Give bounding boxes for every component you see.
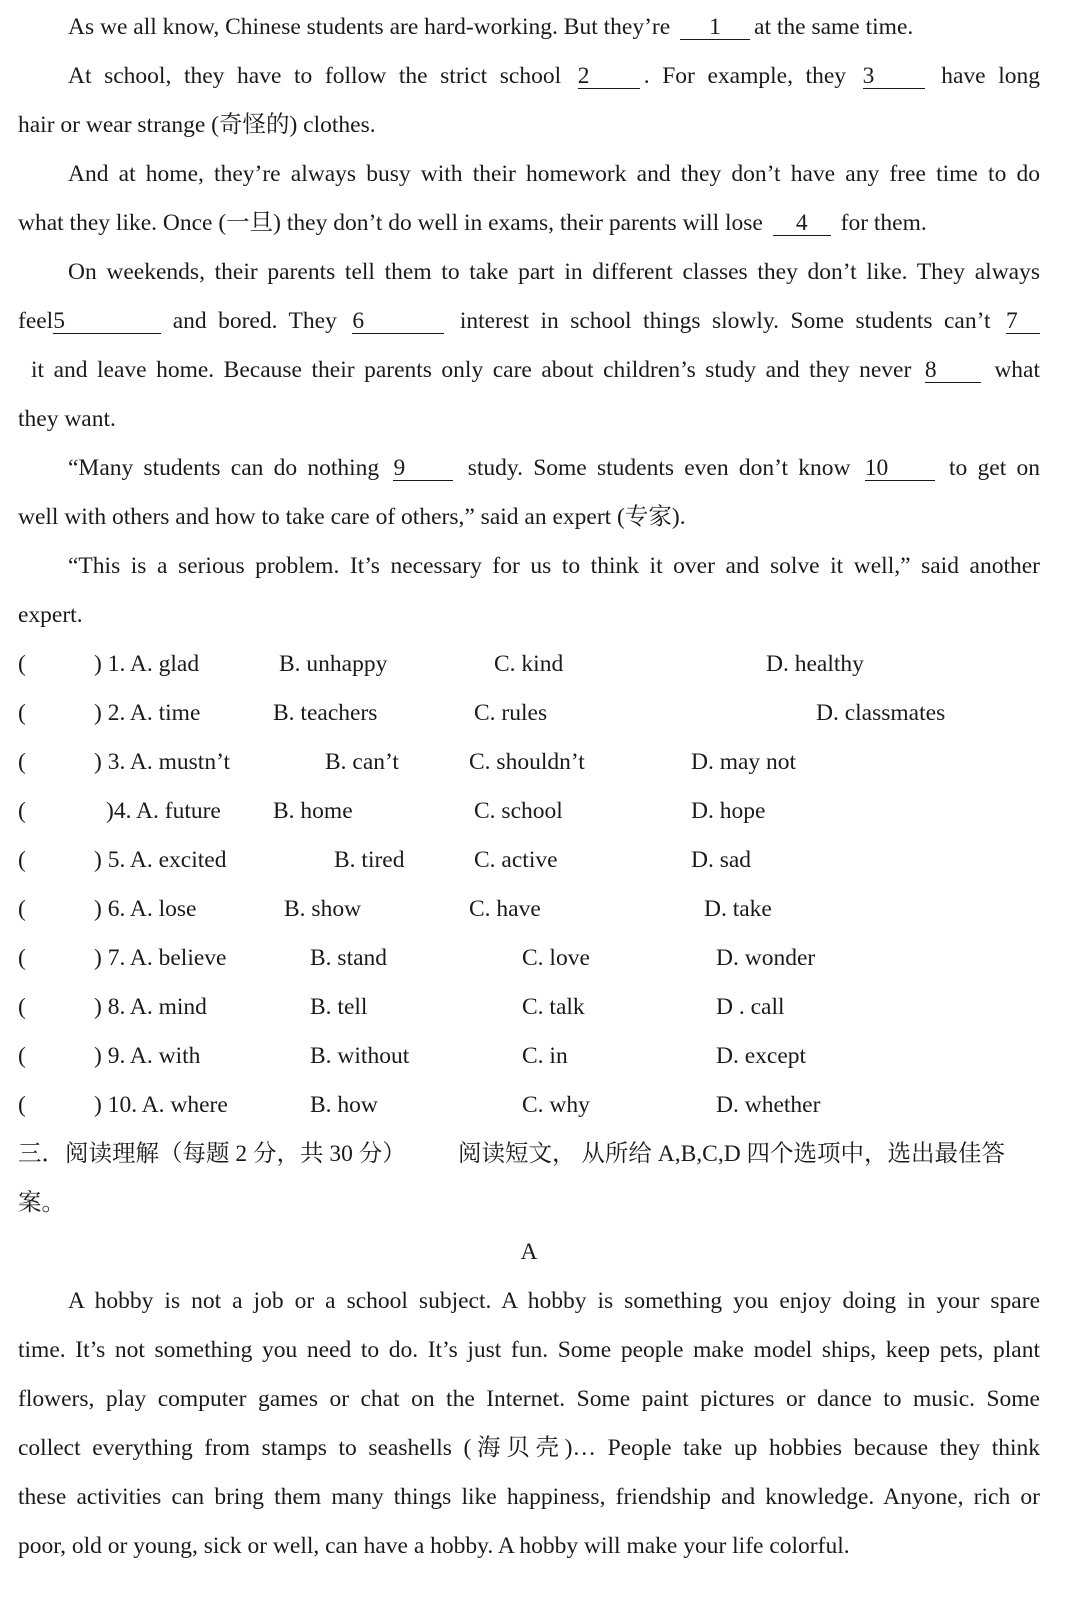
- answer-paren[interactable]: (: [18, 945, 26, 971]
- option-b: B. can’t: [325, 749, 399, 775]
- passage-line-7: feel5 and bored. They 6 interest in school things slowly. Some students can’t 7: [18, 297, 1040, 346]
- option-c: C. in: [522, 1043, 568, 1069]
- option-b: B. how: [310, 1092, 378, 1118]
- question-stem: ) 7. A. believe: [94, 945, 227, 971]
- reading-line: collect everything from stamps to seashells (海贝壳)… People take up hobbies because they think: [18, 1435, 1040, 1461]
- passage-label: A: [520, 1239, 538, 1265]
- option-b: B. teachers: [273, 700, 378, 726]
- reading-line: these activities can bring them many things like happiness, friendship and knowledge. Anyone, rich or: [18, 1484, 1040, 1510]
- section-title: 三．阅读理解（每题 2 分，共 30 分）: [18, 1141, 406, 1167]
- option-c: C. rules: [474, 700, 548, 726]
- option-c: C. school: [474, 798, 563, 824]
- section-instruction: 阅读短文， 从所给 A,B,C,D 四个选项中，选出最佳答: [458, 1141, 1006, 1167]
- question-stem: ) 2. A. time: [94, 700, 201, 726]
- passage-line-6: On weekends, their parents tell them to take part in different classes they don’t like. They always: [68, 259, 1040, 285]
- blank-6: 6: [352, 309, 444, 334]
- option-d: D. hope: [691, 798, 766, 824]
- question-row: [18, 738, 1040, 787]
- option-c: C. active: [474, 847, 558, 873]
- blank-2: 2: [578, 64, 640, 89]
- reading-line: poor, old or young, sick or well, can have a hobby. A hobby will make your life colorful.: [18, 1533, 850, 1559]
- question-stem: ) 3. A. mustn’t: [94, 749, 231, 775]
- question-stem: ) 9. A. with: [94, 1043, 201, 1069]
- question-row: [18, 983, 1040, 1032]
- blank-3: 3: [863, 64, 925, 89]
- option-c: C. talk: [522, 994, 585, 1020]
- passage-line-11: well with others and how to take care of others,” said an expert (专家).: [18, 504, 686, 530]
- passage-line-8: it and leave home. Because their parents only care about children’s study and they never 8 what: [31, 357, 1041, 383]
- question-stem: ) 10. A. where: [94, 1092, 228, 1118]
- option-d: D. sad: [691, 847, 752, 873]
- reading-line: flowers, play computer games or chat on the Internet. Some paint pictures or dance to music. Some: [18, 1386, 1040, 1412]
- passage-line-1: As we all know, Chinese students are hard-working. But they’re 1 at the same time.: [68, 14, 914, 40]
- question-row: [18, 640, 1040, 689]
- answer-paren[interactable]: (: [18, 994, 26, 1020]
- option-c: C. why: [522, 1092, 590, 1118]
- answer-paren[interactable]: (: [18, 1092, 26, 1118]
- option-d: D . call: [716, 994, 785, 1020]
- option-b: B. without: [310, 1043, 410, 1069]
- question-stem: ) 5. A. excited: [94, 847, 227, 873]
- option-c: C. love: [522, 945, 590, 971]
- passage-line-2: At school, they have to follow the strict school 2 . For example, they 3 have long: [68, 63, 1040, 89]
- option-d: D. whether: [716, 1092, 821, 1118]
- option-b: B. unhappy: [279, 651, 388, 677]
- option-d: D. wonder: [716, 945, 816, 971]
- blank-5: 5: [53, 309, 161, 334]
- question-stem: ) 1. A. glad: [94, 651, 200, 677]
- option-b: B. tired: [334, 847, 405, 873]
- blank-4: 4: [773, 211, 831, 236]
- passage-line-3: hair or wear strange (奇怪的) clothes.: [18, 112, 376, 138]
- blank-8: 8: [925, 358, 981, 383]
- option-b: B. tell: [310, 994, 368, 1020]
- blank-10: 10: [865, 456, 935, 481]
- passage-line-4: And at home, they’re always busy with their homework and they don’t have any free time to do: [68, 161, 1040, 187]
- question-row: [18, 934, 1040, 983]
- question-stem: ) 6. A. lose: [94, 896, 197, 922]
- question-stem: )4. A. future: [106, 798, 221, 824]
- reading-line: time. It’s not something you need to do. It’s just fun. Some people make model ships, keep pets, plant: [18, 1337, 1040, 1363]
- question-row: [18, 787, 1040, 836]
- option-c: C. shouldn’t: [469, 749, 585, 775]
- blank-1: 1: [680, 15, 750, 40]
- option-c: C. have: [469, 896, 541, 922]
- answer-paren[interactable]: (: [18, 798, 26, 824]
- passage-line-13: expert.: [18, 602, 83, 628]
- passage-line-12: “This is a serious problem. It’s necessary for us to think it over and solve it well,” said another: [68, 553, 1040, 579]
- question-row: [18, 885, 1040, 934]
- question-row: [18, 1032, 1040, 1081]
- option-d: D. take: [704, 896, 772, 922]
- question-row: [18, 1081, 1040, 1130]
- passage-line-9: they want.: [18, 406, 116, 432]
- reading-line: A hobby is not a job or a school subject. A hobby is something you enjoy doing in your spare: [68, 1288, 1040, 1314]
- question-row: [18, 689, 1040, 738]
- question-row: [18, 836, 1040, 885]
- option-b: B. home: [273, 798, 353, 824]
- option-d: D. may not: [691, 749, 797, 775]
- answer-paren[interactable]: (: [18, 700, 26, 726]
- answer-paren[interactable]: (: [18, 651, 26, 677]
- option-b: B. show: [284, 896, 362, 922]
- answer-paren[interactable]: (: [18, 847, 26, 873]
- passage-line-5: what they like. Once (一旦) they don’t do well in exams, their parents will lose 4 for them.: [18, 210, 927, 236]
- blank-9: 9: [393, 456, 453, 481]
- blank-7: 7: [1006, 309, 1040, 334]
- section-heading: [18, 1130, 1040, 1179]
- option-c: C. kind: [494, 651, 564, 677]
- answer-paren[interactable]: (: [18, 1043, 26, 1069]
- option-d: D. healthy: [766, 651, 864, 677]
- answer-paren[interactable]: (: [18, 749, 26, 775]
- section-instruction-end: 案。: [18, 1190, 65, 1216]
- question-stem: ) 8. A. mind: [94, 994, 207, 1020]
- option-d: D. classmates: [816, 700, 946, 726]
- answer-paren[interactable]: (: [18, 896, 26, 922]
- option-d: D. except: [716, 1043, 807, 1069]
- option-b: B. stand: [310, 945, 388, 971]
- passage-line-10: “Many students can do nothing 9 study. Some students even don’t know 10 to get on: [68, 455, 1040, 481]
